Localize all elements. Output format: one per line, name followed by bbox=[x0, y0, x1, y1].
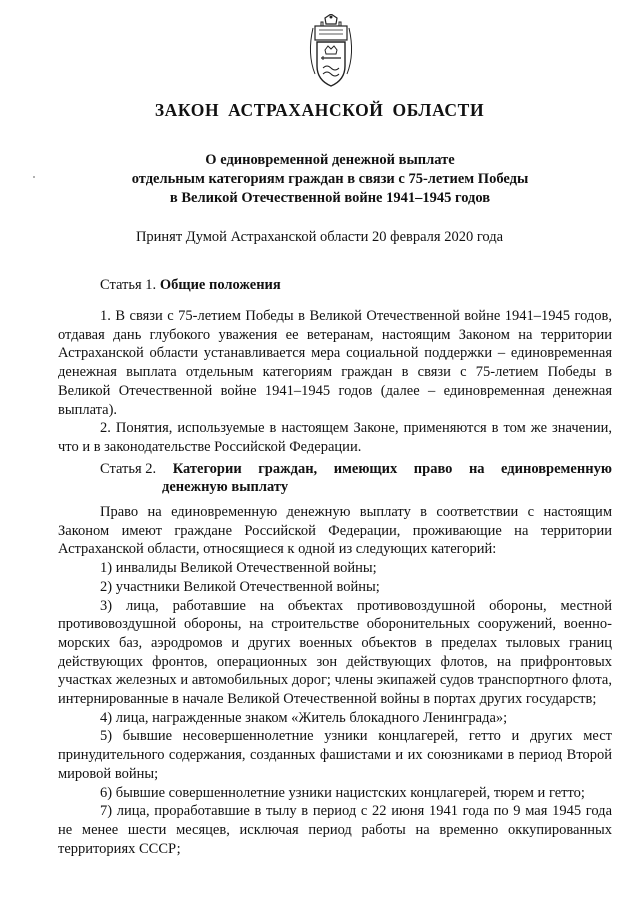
article-prefix: Статья 2. bbox=[100, 461, 157, 477]
article-name-word: граждан, bbox=[258, 461, 318, 477]
list-item: 6) бывшие совершеннолетние узники нацистских концлагерей, тюрем и гетто; bbox=[100, 784, 585, 801]
law-subtitle bbox=[60, 151, 600, 208]
paragraph: Право на единовременную денежную выплату в соответствии с настоящим Законом имеют граждане Российской Федерации, проживающие на территории Астраханской области, относящиеся к одной из следующих категорий: bbox=[58, 504, 612, 558]
paragraph: 1. В связи с 75-летием Победы в Великой Отечественной войне 1941–1945 годов, отдавая дань глубокого уважения ее ветеранам, настоящим Законом на территории Астраханской области устанавливается мера социальной поддержки – единовременная денежная выплата отдельным категориям граждан в связи с 75-летием Победы в Великой Отечественной войне 1941–1945 годов (далее – единовременная денежная выплата). bbox=[58, 308, 612, 418]
article-name-word: на bbox=[468, 461, 485, 477]
article-prefix: Статья 1. bbox=[100, 277, 157, 293]
list-item: 2) участники Великой Отечественной войны; bbox=[100, 578, 380, 595]
article-name-word: право bbox=[413, 461, 453, 477]
list-item: 3) лица, работавшие на объектах противовоздушной обороны, местной противовоздушной обороны, на строительстве оборонительных сооружений, военно-морских баз, аэродромов и других военных объектов в пределах тыловых границ действующих фронтов, операционных зон действующих флотов, на прифронтовых участках железных и автомобильных дорог; члены экипажей судов транспортного флота, интернированные в начале Великой Отечественной войны в портах других государств; bbox=[58, 597, 612, 708]
list-item: 4) лица, награжденные знаком «Житель блокадного Ленинграда»; bbox=[100, 709, 508, 726]
scan-speck bbox=[33, 176, 35, 178]
adoption-note: Принят Думой Астраханской области 20 февраля 2020 года bbox=[135, 229, 504, 245]
article-1-heading bbox=[100, 276, 281, 294]
paragraph: 2. Понятия, используемые в настоящем Законе, применяются в том же значении, что и в законодательстве Российской Федерации. bbox=[58, 420, 612, 455]
list-item: 5) бывшие несовершеннолетние узники концлагерей, гетто и других мест принудительного содержания, созданных фашистами и их союзниками в период Второй мировой войны; bbox=[58, 728, 612, 782]
list-item: 7) лица, проработавшие в тылу в период с 22 июня 1941 года по 9 мая 1945 года не менее шести месяцев, исключая период работы на временно оккупированных территориях СССР; bbox=[58, 803, 612, 857]
article-name-word: Категории bbox=[172, 461, 242, 477]
article-2-heading bbox=[100, 460, 612, 496]
list-item: 1) инвалиды Великой Отечественной войны; bbox=[100, 560, 377, 577]
subtitle-line: О единовременной денежной выплате bbox=[205, 152, 455, 168]
article-2-heading-line bbox=[100, 460, 612, 478]
article-name: Общие положения bbox=[159, 277, 281, 293]
subtitle-line: в Великой Отечественной войне 1941–1945 годов bbox=[169, 190, 491, 206]
article-2-body bbox=[58, 503, 612, 858]
law-title: ЗАКОН АСТРАХАНСКОЙ ОБЛАСТИ bbox=[154, 100, 485, 120]
coat-of-arms-icon bbox=[303, 14, 359, 94]
subtitle-line: отдельным категориям граждан в связи с 75-летием Победы bbox=[131, 171, 529, 187]
article-name-line2: денежную выплату bbox=[162, 479, 289, 495]
article-1-body bbox=[58, 307, 612, 457]
article-name-word: единовременную bbox=[501, 461, 612, 477]
article-name-word: имеющих bbox=[333, 461, 398, 477]
